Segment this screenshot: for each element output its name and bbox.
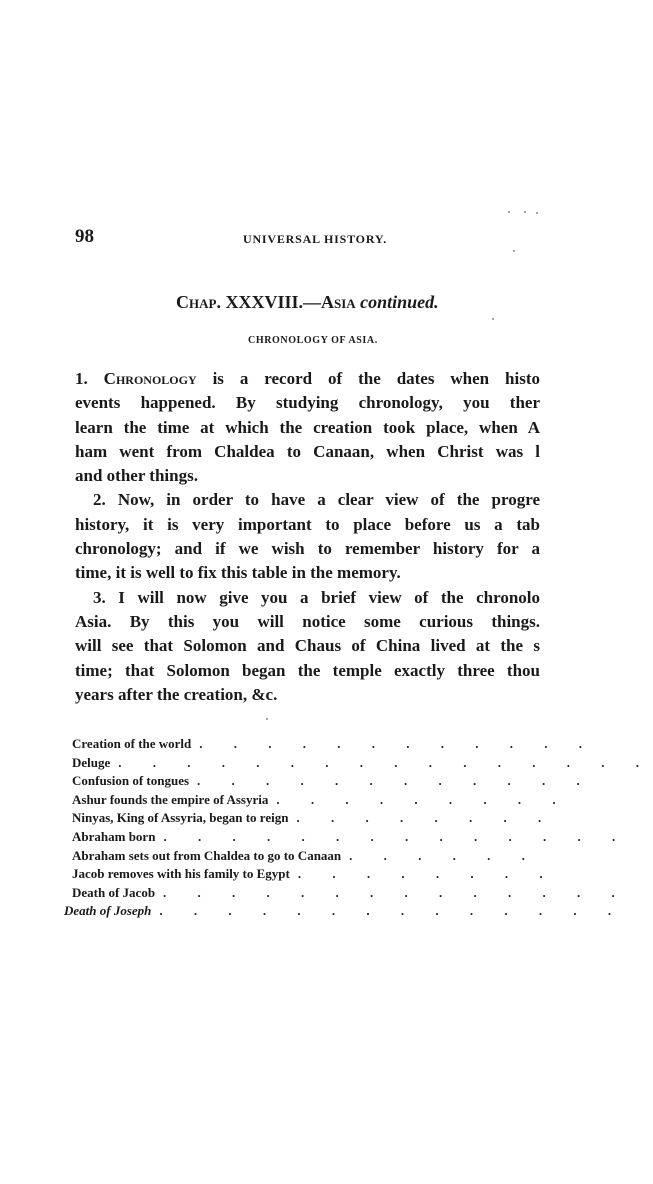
table-row: [64, 903, 626, 922]
table-row: [72, 810, 556, 829]
paragraph-line: will see that Solomon and Chaus of China lived at the s: [75, 636, 540, 656]
leader-dots: . . . . . . . . . . . . . .: [163, 884, 629, 900]
leader-dots: . . . . . .: [349, 847, 539, 863]
page-header: [75, 226, 535, 250]
leader-dots: . . . . . . . . . . . . . .: [163, 828, 630, 844]
table-row: [72, 884, 629, 904]
paragraph-line: 2. Now, in order to have a clear view of the progre: [93, 490, 540, 510]
event-label: Creation of the world: [72, 736, 192, 751]
paragraph-line: years after the creation, &c.: [75, 684, 278, 704]
chapter-dash: —: [302, 292, 321, 312]
table-row: [72, 791, 570, 811]
leader-dots: . . . . . . . . .: [276, 791, 570, 807]
chapter-continued: continued.: [360, 292, 439, 312]
paper-speck: [508, 211, 510, 213]
paper-speck: [536, 212, 538, 214]
table-row: [72, 828, 630, 848]
leader-dots: . . . . . . . .: [297, 866, 557, 882]
chapter-title: [176, 292, 439, 313]
paragraph-line: ham went from Chaldea to Canaan, when Christ was l: [75, 441, 540, 461]
leader-dots: . . . . . . . . . . . .: [197, 773, 594, 789]
paragraph-3: [75, 586, 540, 707]
chapter-region: Asia: [320, 292, 356, 312]
paper-speck: [266, 718, 268, 720]
paragraph-line: events happened. By studying chronology, you ther: [75, 393, 540, 413]
table-row: [72, 736, 597, 755]
running-head: UNIVERSAL HISTORY.: [243, 232, 388, 246]
paragraph-line: 3. I will now give you a brief view of the chronolo: [93, 587, 540, 607]
table-row: [72, 866, 557, 885]
section-subheading: CHRONOLOGY OF ASIA.: [248, 335, 378, 346]
paragraph-line: and other things.: [75, 466, 198, 486]
event-label: Confusion of tongues: [72, 773, 190, 789]
paragraph-line: Asia. By this you will notice some curious things.: [75, 611, 540, 631]
event-label: Death of Joseph: [64, 903, 152, 919]
event-label: Ninyas, King of Assyria, began to reign: [72, 810, 289, 826]
chapter-prefix: Chap.: [176, 292, 221, 312]
event-label: Ashur founds the empire of Assyria: [72, 791, 269, 807]
table-row: [72, 847, 539, 867]
leader-dots: . . . . . . . .: [296, 810, 556, 826]
chronology-table: [64, 736, 653, 922]
event-label: Jacob removes with his family to Egypt: [72, 866, 290, 882]
body-text: [75, 367, 540, 707]
event-label: Abraham born: [72, 828, 156, 844]
paragraph-line: 1. Chronology is a record of the dates when histo: [75, 369, 541, 388]
chapter-number: XXXVIII.: [225, 292, 303, 312]
paper-speck: [492, 318, 494, 320]
paragraph-lead: 1. Chronology: [75, 369, 197, 388]
table-row: [72, 754, 653, 774]
table-row: [72, 773, 594, 792]
event-label: Deluge: [72, 754, 111, 770]
paper-speck: [513, 250, 515, 252]
leader-dots: . . . . . . . . . . . .: [199, 736, 597, 751]
event-label: Death of Jacob: [72, 884, 156, 900]
paragraph-line: history, it is very important to place before us a tab: [75, 514, 540, 534]
paragraph-line: learn the time at which the creation took place, when A: [75, 417, 540, 437]
event-label: Abraham sets out from Chaldea to go to Canaan: [72, 847, 342, 863]
paragraph-line: time, it is well to fix this table in the memory.: [75, 563, 401, 583]
page-number: 98: [75, 226, 94, 247]
paragraph-line: chronology; and if we wish to remember history for a: [75, 539, 540, 559]
paper-speck: [524, 211, 526, 213]
leader-dots: . . . . . . . . . . . . . . . .: [118, 754, 653, 770]
paragraph-1: [75, 367, 540, 488]
paragraph-line: time; that Solomon began the temple exactly three thou: [75, 660, 540, 680]
leader-dots: . . . . . . . . . . . . . .: [159, 903, 626, 919]
paragraph-2: [75, 488, 540, 585]
